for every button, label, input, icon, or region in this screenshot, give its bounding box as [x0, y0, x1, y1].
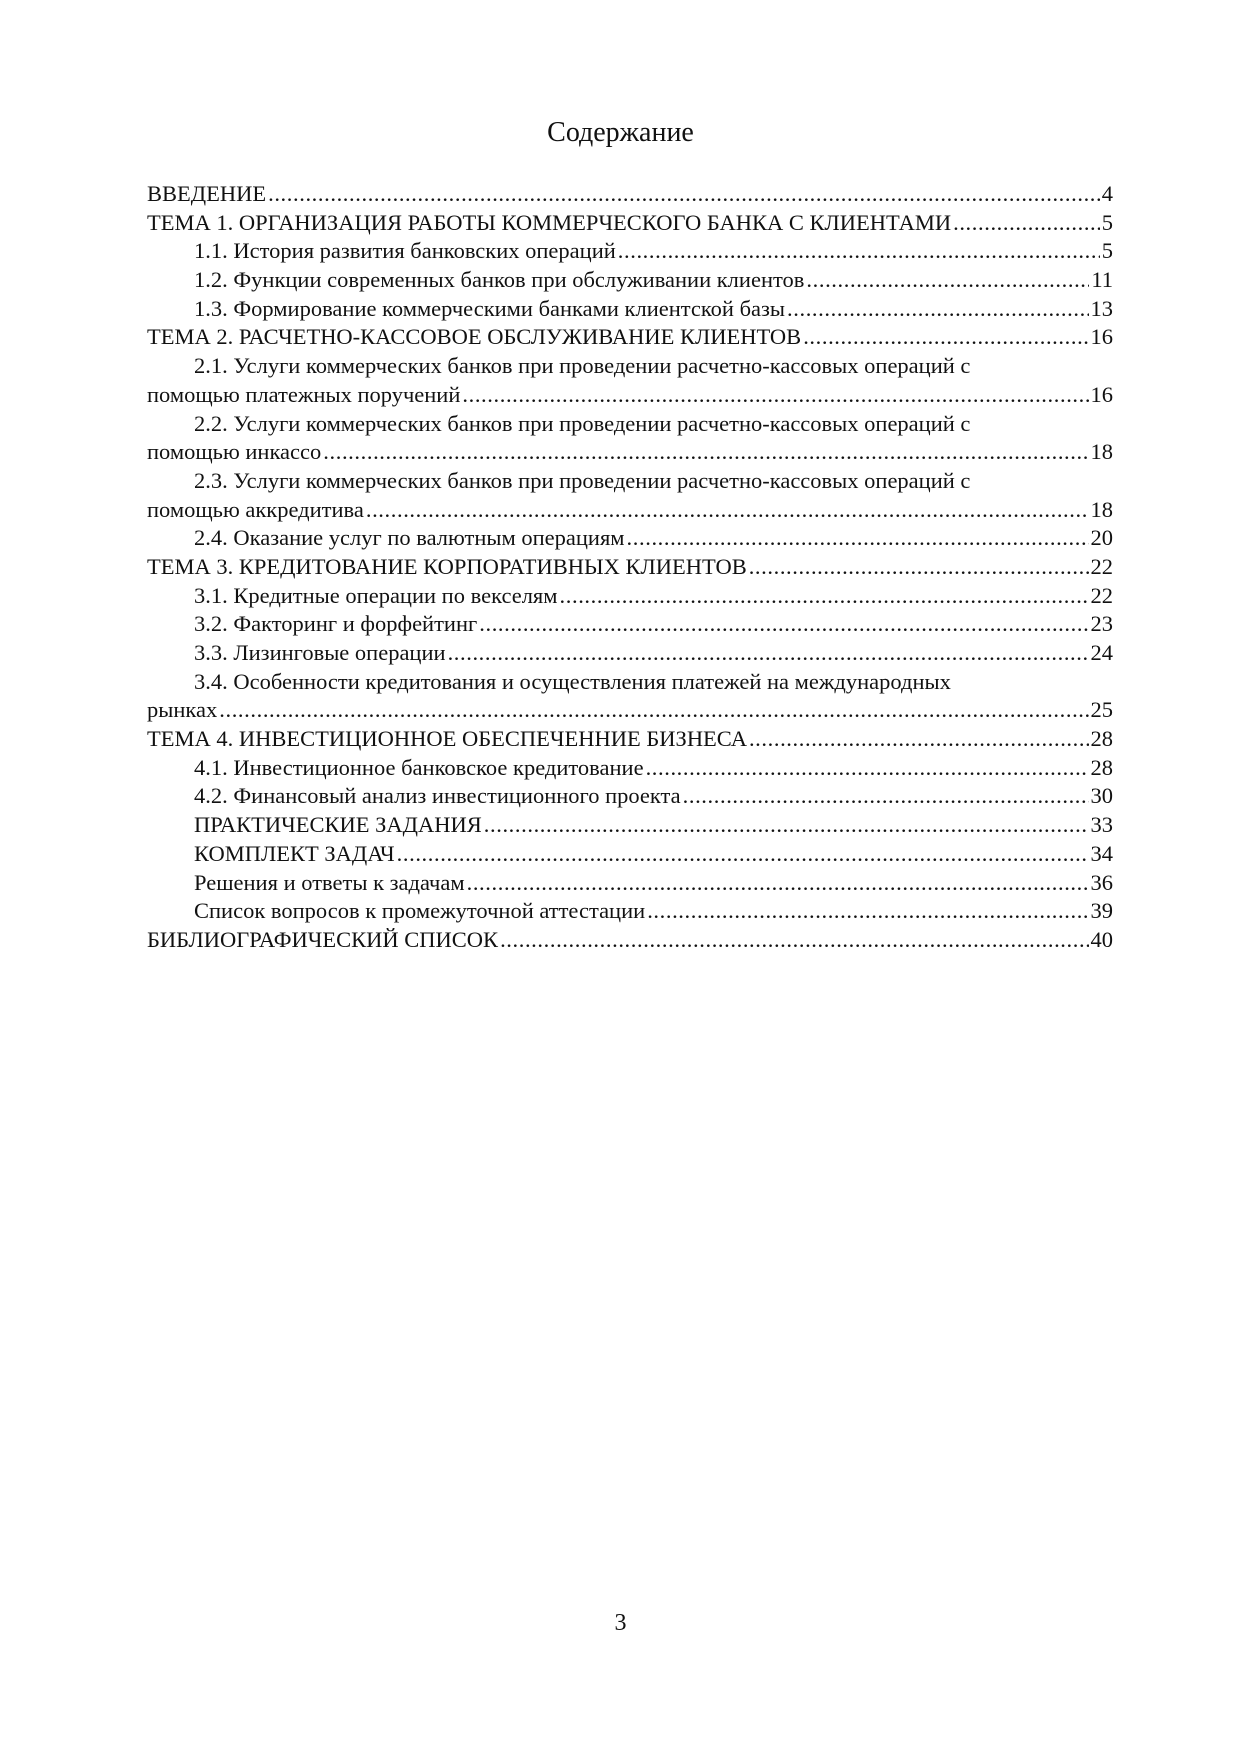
- dot-leader: [618, 237, 1100, 266]
- toc-entry-2-1-line-1[interactable]: [147, 352, 1113, 381]
- toc-entry-label: 3.3. Лизинговые операции: [194, 640, 446, 665]
- toc-entry-label: ТЕМА 1. ОРГАНИЗАЦИЯ РАБОТЫ КОММЕРЧЕСКОГО БАНКА С КЛИЕНТАМИ: [147, 209, 952, 235]
- dot-leader: [219, 696, 1088, 725]
- dot-leader: [647, 897, 1088, 926]
- dot-leader: [397, 840, 1089, 869]
- toc-entry-label: 1.2. Функции современных банков при обслуживании клиентов: [194, 267, 805, 293]
- toc-page-number: 36: [1090, 869, 1113, 895]
- toc-entry-2-4[interactable]: [147, 524, 1113, 553]
- toc-entry-3-3[interactable]: [147, 639, 1113, 668]
- toc-entry-label: 4.1. Инвестиционное банковское кредитование: [194, 754, 644, 780]
- toc-entry-problem-set[interactable]: [147, 840, 1113, 869]
- dot-leader: [646, 754, 1089, 783]
- toc-entry-4-1[interactable]: [147, 754, 1113, 783]
- toc-entry-3-4-line-1[interactable]: [147, 668, 1113, 697]
- toc-entry-bibliography[interactable]: [147, 926, 1113, 955]
- dot-leader: [479, 610, 1088, 639]
- toc-entry-label: 1.3. Формирование коммерческими банками клиентской базы: [194, 295, 786, 321]
- toc-entry-label: помощью инкассо: [147, 439, 322, 465]
- toc-entry-1-1[interactable]: [147, 237, 1113, 266]
- dot-leader: [366, 496, 1089, 525]
- toc-entry-label: 2.2. Услуги коммерческих банков при проведении расчетно-кассовых операций с: [194, 410, 971, 436]
- toc-page-number: 22: [1090, 553, 1113, 579]
- dot-leader: [806, 266, 1089, 295]
- dot-leader: [500, 926, 1088, 955]
- toc-entry-topic-2[interactable]: [147, 323, 1113, 352]
- toc-page-number: 20: [1090, 525, 1113, 551]
- toc-entry-label: ВВЕДЕНИЕ: [147, 181, 267, 206]
- toc-entry-label: ТЕМА 2. РАСЧЕТНО-КАССОВОЕ ОБСЛУЖИВАНИЕ КЛИЕНТОВ: [147, 324, 802, 350]
- dot-leader: [749, 725, 1089, 754]
- toc-page-number: 25: [1090, 697, 1113, 723]
- toc-page-number: 5: [1101, 238, 1113, 264]
- toc-entry-practical-tasks[interactable]: [147, 811, 1113, 840]
- toc-entry-introduction[interactable]: [147, 180, 1113, 209]
- dot-leader: [448, 639, 1089, 668]
- toc-entry-label: Решения и ответы к задачам: [194, 869, 465, 895]
- toc-page-number: 4: [1101, 181, 1113, 206]
- toc-entry-label: Список вопросов к промежуточной аттестации: [194, 898, 646, 924]
- toc-entry-label: 3.1. Кредитные операции по векселям: [194, 582, 558, 608]
- toc-page-number: 28: [1090, 754, 1113, 780]
- toc-page-number: 33: [1090, 812, 1113, 838]
- toc-entry-questions[interactable]: [147, 897, 1113, 926]
- toc-entry-1-3[interactable]: [147, 295, 1113, 324]
- toc-page-number: 39: [1090, 898, 1113, 924]
- page-title: Содержание: [547, 117, 694, 148]
- dot-leader: [627, 524, 1089, 553]
- dot-leader: [953, 209, 1100, 238]
- toc-entry-4-2[interactable]: [147, 782, 1113, 811]
- toc-entry-2-3-line-2[interactable]: [147, 496, 1113, 525]
- dot-leader: [560, 582, 1089, 611]
- dot-leader: [268, 180, 1100, 209]
- toc-entry-3-2[interactable]: [147, 610, 1113, 639]
- toc-entry-label: 2.4. Оказание услуг по валютным операциям: [194, 525, 625, 551]
- toc-entry-label: 2.3. Услуги коммерческих банков при проведении расчетно-кассовых операций с: [194, 467, 971, 493]
- toc-entry-2-1-line-2[interactable]: [147, 381, 1113, 410]
- toc-entry-label: рынках: [147, 697, 218, 723]
- toc-page-number: 23: [1090, 611, 1113, 637]
- toc-entry-label: помощью платежных поручений: [147, 381, 461, 407]
- toc-entry-label: 3.4. Особенности кредитования и осуществления платежей на международных: [194, 668, 951, 694]
- toc-entry-3-1[interactable]: [147, 582, 1113, 611]
- toc-entry-label: ТЕМА 4. ИНВЕСТИЦИОННОЕ ОБЕСПЕЧЕННИЕ БИЗНЕСА: [147, 726, 747, 752]
- toc-page-number: 24: [1090, 640, 1113, 665]
- toc-entry-solutions[interactable]: [147, 869, 1113, 898]
- toc-entry-label: 4.2. Финансовый анализ инвестиционного проекта: [194, 783, 681, 809]
- toc-page-number: 13: [1090, 295, 1113, 321]
- toc-page-number: 5: [1101, 209, 1113, 235]
- toc-page-number: 22: [1090, 582, 1113, 608]
- toc-entry-label: ПРАКТИЧЕСКИЕ ЗАДАНИЯ: [194, 812, 482, 838]
- toc-page-number: 11: [1091, 267, 1113, 293]
- toc-entry-2-2-line-2[interactable]: [147, 438, 1113, 467]
- page-number: 3: [614, 1610, 627, 1636]
- toc-entry-topic-4[interactable]: [147, 725, 1113, 754]
- toc-entry-label: БИБЛИОГРАФИЧЕСКИЙ СПИСОК: [147, 926, 499, 952]
- toc-page-number: 34: [1090, 840, 1113, 866]
- dot-leader: [803, 323, 1088, 352]
- toc-entry-topic-3[interactable]: [147, 553, 1113, 582]
- toc-entry-1-2[interactable]: [147, 266, 1113, 295]
- toc-page-number: 18: [1090, 496, 1113, 522]
- dot-leader: [323, 438, 1088, 467]
- toc-entry-label: ТЕМА 3. КРЕДИТОВАНИЕ КОРПОРАТИВНЫХ КЛИЕНТОВ: [147, 553, 747, 579]
- toc-entry-2-3-line-1[interactable]: [147, 467, 1113, 496]
- dot-leader: [462, 381, 1088, 410]
- toc-entry-label: КОМПЛЕКТ ЗАДАЧ: [194, 840, 395, 866]
- dot-leader: [787, 295, 1088, 324]
- toc-entry-label: 2.1. Услуги коммерческих банков при проведении расчетно-кассовых операций с: [194, 353, 971, 379]
- toc-page-number: 18: [1090, 439, 1113, 465]
- table-of-contents: [147, 180, 1113, 955]
- toc-entry-label: 3.2. Факторинг и форфейтинг: [194, 611, 478, 637]
- dot-leader: [749, 553, 1089, 582]
- toc-entry-3-4-line-2[interactable]: [147, 696, 1113, 725]
- dot-leader: [683, 782, 1089, 811]
- dot-leader: [467, 869, 1089, 898]
- toc-page-number: 40: [1090, 926, 1113, 952]
- dot-leader: [484, 811, 1089, 840]
- toc-page-number: 28: [1090, 726, 1113, 752]
- toc-entry-topic-1[interactable]: [147, 209, 1113, 238]
- toc-entry-2-2-line-1[interactable]: [147, 410, 1113, 439]
- toc-page-number: 16: [1090, 324, 1113, 350]
- toc-entry-label: помощью аккредитива: [147, 496, 364, 522]
- toc-page-number: 16: [1090, 381, 1113, 407]
- toc-page-number: 30: [1090, 783, 1113, 809]
- toc-entry-label: 1.1. История развития банковских операций: [194, 238, 616, 264]
